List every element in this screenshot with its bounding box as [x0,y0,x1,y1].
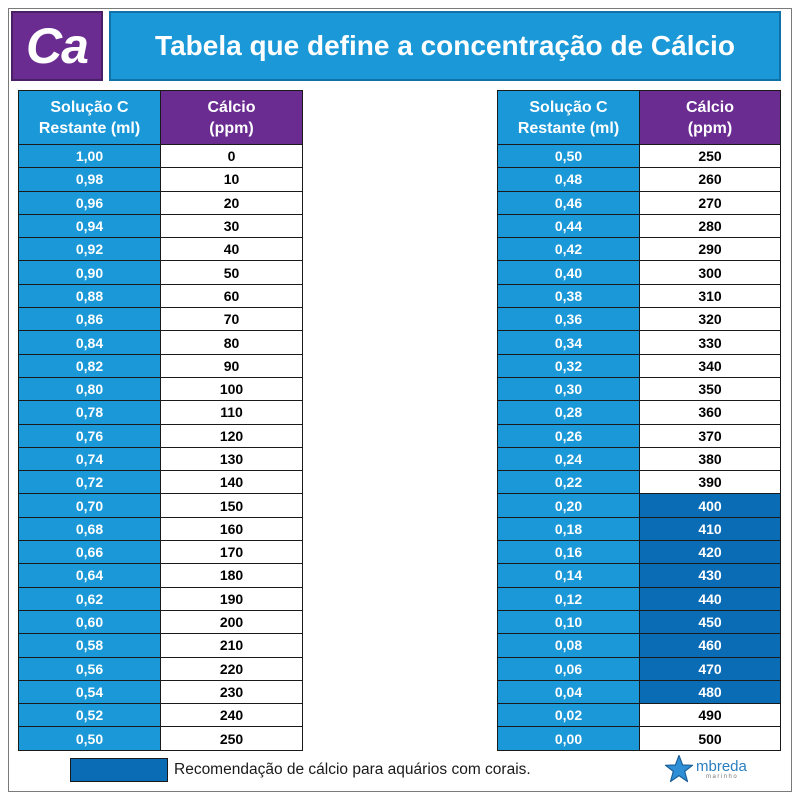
calcium-value: 70 [161,308,303,331]
calcium-value: 330 [640,331,781,354]
table-row [19,331,303,354]
calcium-value-recommended: 460 [640,634,781,657]
calcium-value-recommended: 420 [640,541,781,564]
table-row [498,727,781,750]
calcium-value: 100 [161,377,303,400]
solution-value: 0,98 [19,168,161,191]
table-row [19,564,303,587]
calcium-value: 310 [640,284,781,307]
calcium-value: 260 [640,168,781,191]
brand-logo [664,752,774,786]
table-row [498,587,781,610]
table-row [19,657,303,680]
solution-value: 0,72 [19,471,161,494]
calcium-value: 500 [640,727,781,750]
solution-value: 0,04 [498,680,640,703]
calcium-value: 200 [161,610,303,633]
calcium-value: 490 [640,704,781,727]
calcium-value: 230 [161,680,303,703]
left-table-header [19,91,303,145]
calcium-column-header [161,91,303,145]
calcium-value: 130 [161,447,303,470]
table-row [19,168,303,191]
calcium-value: 0 [161,145,303,168]
table-row [19,238,303,261]
solution-value: 0,64 [19,564,161,587]
table-row [19,261,303,284]
solution-value: 0,68 [19,517,161,540]
table-row [19,424,303,447]
table-row [19,541,303,564]
table-row [19,284,303,307]
calcium-value: 360 [640,401,781,424]
left-calcium-table [18,90,303,751]
page-title: Tabela que define a concentração de Cálcio [155,30,735,61]
solution-value: 0,34 [498,331,640,354]
table-row [498,214,781,237]
solution-value: 0,36 [498,308,640,331]
calcium-value-recommended: 450 [640,610,781,633]
solution-value: 0,00 [498,727,640,750]
solution-value: 0,26 [498,424,640,447]
calcium-value-recommended: 470 [640,657,781,680]
table-row [498,377,781,400]
calcium-value: 10 [161,168,303,191]
legend [70,757,531,783]
solution-value: 0,56 [19,657,161,680]
calcium-value: 210 [161,634,303,657]
title-banner [109,11,781,81]
table-row [19,680,303,703]
table-row [19,401,303,424]
calcium-value: 190 [161,587,303,610]
table-row [498,704,781,727]
solution-value: 0,08 [498,634,640,657]
solution-value: 0,90 [19,261,161,284]
solution-value: 0,40 [498,261,640,284]
calcium-value: 60 [161,284,303,307]
calcium-value-recommended: 440 [640,587,781,610]
calcium-value: 50 [161,261,303,284]
table-row [498,541,781,564]
solution-header-line2: Restante (ml) [517,119,620,137]
solution-column-header [19,91,161,145]
calcium-value-recommended: 480 [640,680,781,703]
table-row [19,494,303,517]
table-row [19,727,303,750]
table-row [19,704,303,727]
calcium-value: 270 [640,191,781,214]
calcium-value-recommended: 400 [640,494,781,517]
solution-value: 0,74 [19,447,161,470]
calcium-value: 180 [161,564,303,587]
table-row [498,494,781,517]
table-row [19,214,303,237]
solution-value: 0,30 [498,377,640,400]
starfish-icon [664,754,694,784]
calcium-header-line2: (ppm) [209,119,254,137]
calcium-value: 390 [640,471,781,494]
solution-value: 0,92 [19,238,161,261]
solution-value: 0,52 [19,704,161,727]
solution-header-line1: Solução C [529,98,608,116]
table-row [498,401,781,424]
table-row [19,634,303,657]
solution-value: 0,28 [498,401,640,424]
table-row [19,145,303,168]
calcium-value-recommended: 430 [640,564,781,587]
calcium-value-recommended: 410 [640,517,781,540]
solution-value: 0,66 [19,541,161,564]
calcium-column-header [640,91,781,145]
calcium-value: 380 [640,447,781,470]
table-row [498,308,781,331]
table-row [498,354,781,377]
calcium-logo [11,11,103,81]
calcium-value: 110 [161,401,303,424]
solution-value: 0,60 [19,610,161,633]
solution-value: 1,00 [19,145,161,168]
calcium-header-line1: Cálcio [207,98,256,116]
table-row [19,517,303,540]
table-row [498,261,781,284]
solution-value: 0,50 [498,145,640,168]
table-row [498,331,781,354]
calcium-value: 160 [161,517,303,540]
table-row [498,191,781,214]
solution-value: 0,12 [498,587,640,610]
solution-value: 0,84 [19,331,161,354]
calcium-value: 220 [161,657,303,680]
solution-header-line2: Restante (ml) [38,119,141,137]
table-row [498,424,781,447]
calcium-header-line2: (ppm) [687,119,733,137]
solution-value: 0,42 [498,238,640,261]
calcium-value: 320 [640,308,781,331]
solution-value: 0,24 [498,447,640,470]
solution-value: 0,46 [498,191,640,214]
table-row [19,308,303,331]
calcium-value: 250 [161,727,303,750]
calcium-value: 300 [640,261,781,284]
table-row [498,610,781,633]
solution-value: 0,32 [498,354,640,377]
table-row [19,610,303,633]
calcium-value: 120 [161,424,303,447]
table-row [498,657,781,680]
table-row [498,634,781,657]
table-row [498,284,781,307]
solution-value: 0,54 [19,680,161,703]
table-row [498,517,781,540]
table-row [19,471,303,494]
table-row [498,447,781,470]
solution-value: 0,88 [19,284,161,307]
solution-value: 0,38 [498,284,640,307]
table-row [498,168,781,191]
solution-column-header [498,91,640,145]
calcium-value: 150 [161,494,303,517]
calcium-value: 340 [640,354,781,377]
right-calcium-table [497,90,781,751]
calcium-value: 20 [161,191,303,214]
legend-text: Recomendação de cálcio para aquários com corais. [174,761,531,778]
table-row [19,587,303,610]
solution-value: 0,96 [19,191,161,214]
solution-value: 0,70 [19,494,161,517]
recommended-color-swatch [70,758,168,782]
calcium-value: 30 [161,214,303,237]
solution-value: 0,18 [498,517,640,540]
solution-value: 0,44 [498,214,640,237]
table-row [19,447,303,470]
table-row [498,564,781,587]
solution-header-line1: Solução C [50,98,129,116]
solution-value: 0,58 [19,634,161,657]
table-row [19,191,303,214]
solution-value: 0,50 [19,727,161,750]
calcium-symbol: Ca [26,18,88,74]
solution-value: 0,20 [498,494,640,517]
calcium-value: 290 [640,238,781,261]
solution-value: 0,94 [19,214,161,237]
solution-value: 0,10 [498,610,640,633]
solution-value: 0,22 [498,471,640,494]
calcium-value: 40 [161,238,303,261]
calcium-value: 370 [640,424,781,447]
solution-value: 0,14 [498,564,640,587]
solution-value: 0,82 [19,354,161,377]
calcium-value: 80 [161,331,303,354]
solution-value: 0,06 [498,657,640,680]
solution-value: 0,78 [19,401,161,424]
solution-value: 0,02 [498,704,640,727]
calcium-value: 170 [161,541,303,564]
table-row [19,354,303,377]
calcium-value: 140 [161,471,303,494]
brand-subtitle: marinho [706,773,739,780]
right-table-header [498,91,781,145]
calcium-value: 240 [161,704,303,727]
calcium-value: 280 [640,214,781,237]
table-row [498,238,781,261]
table-row [19,377,303,400]
calcium-value: 90 [161,354,303,377]
solution-value: 0,62 [19,587,161,610]
table-row [498,471,781,494]
solution-value: 0,48 [498,168,640,191]
calcium-value: 350 [640,377,781,400]
calcium-value: 250 [640,145,781,168]
solution-value: 0,80 [19,377,161,400]
calcium-header-line1: Cálcio [685,98,734,116]
solution-value: 0,16 [498,541,640,564]
table-row [498,145,781,168]
solution-value: 0,86 [19,308,161,331]
table-row [498,680,781,703]
solution-value: 0,76 [19,424,161,447]
brand-name: mbreda [696,757,747,775]
